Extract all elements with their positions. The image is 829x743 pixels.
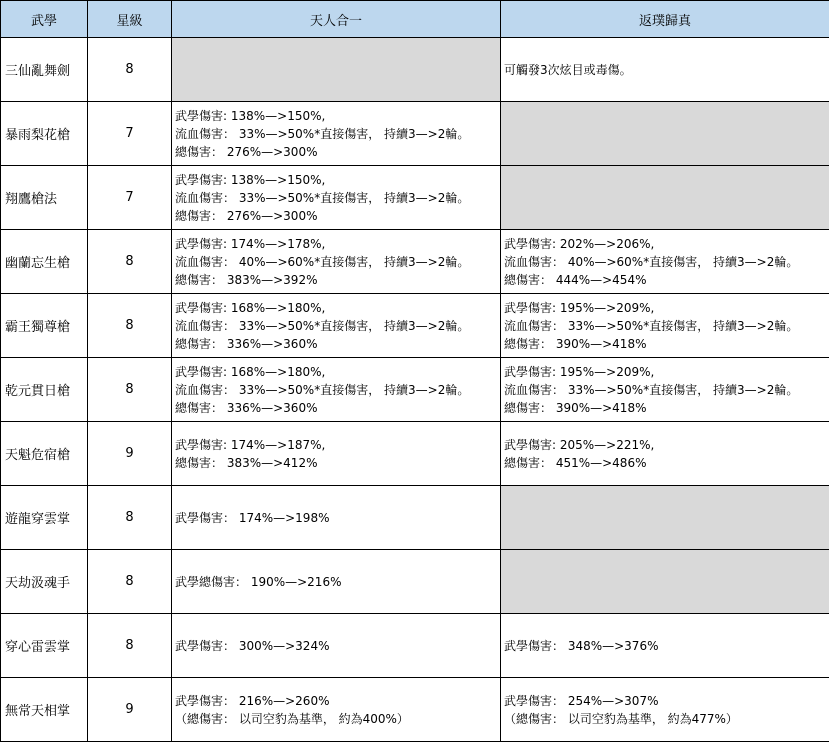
effect-line: 武學傷害: 168%—>180%,: [175, 300, 326, 315]
effect-line: 武學傷害: 138%—>150%,: [175, 108, 326, 123]
star-level-cell: 7: [88, 166, 172, 230]
star-level-cell: 7: [88, 102, 172, 166]
fanpu-effect-cell: [501, 614, 829, 678]
effect-line: 武學傷害： 348%—>376%: [504, 638, 659, 653]
table-row: [1, 486, 829, 550]
effect-line: 武學傷害： 254%—>307%: [504, 693, 659, 708]
effect-line: 總傷害： 336%—>360%: [175, 400, 318, 415]
star-level-cell: 9: [88, 678, 172, 742]
table-row: [1, 102, 829, 166]
star-level-cell: 8: [88, 486, 172, 550]
tianren-effect-cell: [172, 422, 501, 486]
header-tianren: 天人合一: [172, 1, 501, 38]
effect-line: 總傷害： 451%—>486%: [504, 455, 647, 470]
skill-name-cell: 天劫汲魂手: [1, 550, 88, 614]
fanpu-effect-cell: [501, 102, 829, 166]
tianren-effect-cell: [172, 38, 501, 102]
effect-line: 流血傷害： 33%—>50%*直接傷害， 持續3—>2輪。: [175, 190, 470, 205]
table-body: [1, 38, 829, 742]
fanpu-effect-cell: [501, 678, 829, 742]
skill-name-cell: 暴雨梨花槍: [1, 102, 88, 166]
table-row: [1, 358, 829, 422]
effect-line: 流血傷害： 33%—>50%*直接傷害， 持續3—>2輪。: [175, 382, 470, 397]
fanpu-effect-cell: [501, 550, 829, 614]
effect-line: 武學傷害： 216%—>260%: [175, 693, 330, 708]
table-row: [1, 166, 829, 230]
effect-line: 武學傷害: 205%—>221%,: [504, 437, 655, 452]
fanpu-effect-cell: [501, 422, 829, 486]
effect-line: 武學傷害: 138%—>150%,: [175, 172, 326, 187]
effect-line: 總傷害： 444%—>454%: [504, 272, 647, 287]
effect-line: 總傷害： 390%—>418%: [504, 336, 647, 351]
effect-line: 總傷害： 390%—>418%: [504, 400, 647, 415]
header-skill: 武學: [1, 1, 88, 38]
effect-line: 流血傷害： 40%—>60%*直接傷害， 持續3—>2輪。: [175, 254, 470, 269]
skill-name-cell: 乾元貫日槍: [1, 358, 88, 422]
tianren-effect-cell: [172, 486, 501, 550]
skill-name-cell: 幽蘭忘生槍: [1, 230, 88, 294]
star-level-cell: 8: [88, 550, 172, 614]
skill-name-cell: 三仙亂舞劍: [1, 38, 88, 102]
star-level-cell: 8: [88, 294, 172, 358]
table-row: [1, 230, 829, 294]
tianren-effect-cell: [172, 358, 501, 422]
header-fanpu: 返璞歸真: [501, 1, 829, 38]
effect-line: 武學傷害: 195%—>209%,: [504, 364, 655, 379]
star-level-cell: 9: [88, 422, 172, 486]
header-row: [1, 1, 829, 38]
skill-name-cell: 穿心雷雲掌: [1, 614, 88, 678]
star-level-cell: 8: [88, 358, 172, 422]
tianren-effect-cell: [172, 550, 501, 614]
table-row: [1, 614, 829, 678]
fanpu-effect-cell: [501, 166, 829, 230]
effect-line: 武學傷害: 174%—>178%,: [175, 236, 326, 251]
tianren-effect-cell: [172, 678, 501, 742]
effect-line: 武學傷害: 202%—>206%,: [504, 236, 655, 251]
effect-line: 武學傷害： 174%—>198%: [175, 510, 330, 525]
skill-name-cell: 天魁危宿槍: [1, 422, 88, 486]
effect-line: 武學傷害: 168%—>180%,: [175, 364, 326, 379]
effect-line: 武學傷害： 300%—>324%: [175, 638, 330, 653]
star-level-cell: 8: [88, 38, 172, 102]
skill-name-cell: 翔鷹槍法: [1, 166, 88, 230]
fanpu-effect-cell: [501, 38, 829, 102]
effect-line: 流血傷害： 33%—>50%*直接傷害， 持續3—>2輪。: [504, 318, 799, 333]
effect-line: 總傷害： 276%—>300%: [175, 144, 318, 159]
tianren-effect-cell: [172, 102, 501, 166]
effect-line: 總傷害： 276%—>300%: [175, 208, 318, 223]
header-star: 星級: [88, 1, 172, 38]
effect-line: （總傷害： 以司空豹為基準， 約為477%）: [504, 711, 738, 726]
effect-line: 武學總傷害： 190%—>216%: [175, 574, 342, 589]
fanpu-effect-cell: [501, 358, 829, 422]
effect-line: 流血傷害： 33%—>50%*直接傷害， 持續3—>2輪。: [504, 382, 799, 397]
effect-line: 可觸發3次炫目或毒傷。: [504, 62, 632, 77]
fanpu-effect-cell: [501, 230, 829, 294]
effect-line: 武學傷害: 195%—>209%,: [504, 300, 655, 315]
tianren-effect-cell: [172, 294, 501, 358]
tianren-effect-cell: [172, 166, 501, 230]
tianren-effect-cell: [172, 230, 501, 294]
effect-line: 武學傷害: 174%—>187%,: [175, 437, 326, 452]
skill-name-cell: 遊龍穿雲掌: [1, 486, 88, 550]
tianren-effect-cell: [172, 614, 501, 678]
effect-line: 流血傷害： 33%—>50%*直接傷害， 持續3—>2輪。: [175, 318, 470, 333]
effect-line: （總傷害： 以司空豹為基準， 約為400%）: [175, 711, 409, 726]
effect-line: 總傷害： 336%—>360%: [175, 336, 318, 351]
fanpu-effect-cell: [501, 486, 829, 550]
effect-line: 流血傷害： 33%—>50%*直接傷害， 持續3—>2輪。: [175, 126, 470, 141]
fanpu-effect-cell: [501, 294, 829, 358]
table-row: [1, 550, 829, 614]
table-row: [1, 294, 829, 358]
effect-line: 總傷害： 383%—>412%: [175, 455, 318, 470]
skill-name-cell: 霸王獨尊槍: [1, 294, 88, 358]
skill-name-cell: 無常天相掌: [1, 678, 88, 742]
table-row: [1, 422, 829, 486]
star-level-cell: 8: [88, 614, 172, 678]
table-row: [1, 38, 829, 102]
effect-line: 總傷害： 383%—>392%: [175, 272, 318, 287]
star-level-cell: 8: [88, 230, 172, 294]
effect-line: 流血傷害： 40%—>60%*直接傷害， 持續3—>2輪。: [504, 254, 799, 269]
table-row: [1, 678, 829, 742]
